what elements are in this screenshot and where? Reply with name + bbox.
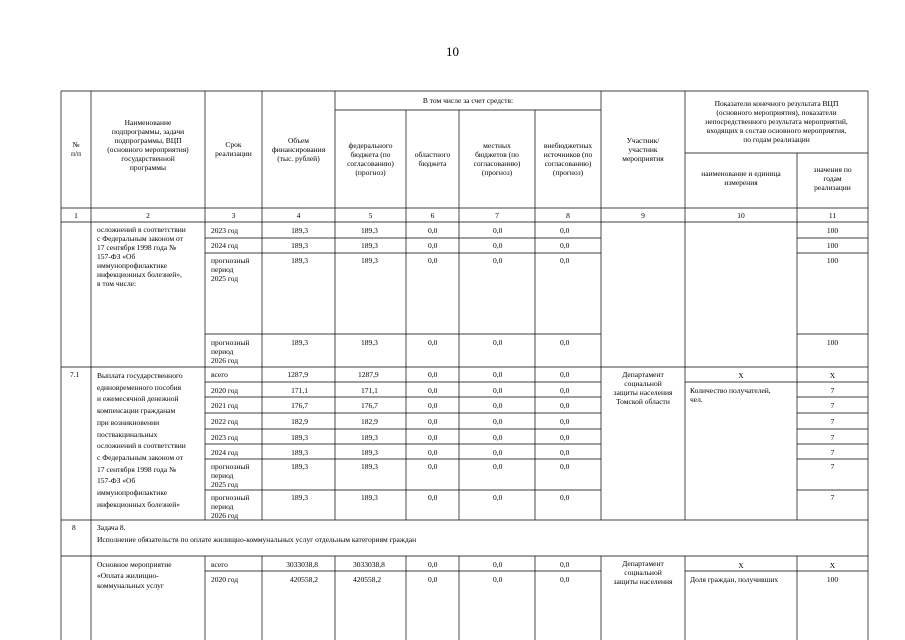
col-num-6: 6 xyxy=(430,211,435,220)
col-num-8: 8 xyxy=(566,211,570,220)
header-federal: федерального бюджета (по согласованию) (прогноз) xyxy=(347,141,394,177)
block2-no: 7.1 xyxy=(70,370,80,379)
header-extra: внебюджетных источников (по согласованию) (прогноз) xyxy=(543,141,593,177)
page-number: 10 xyxy=(446,44,459,59)
block2-x1: X xyxy=(738,371,744,380)
block3-participant: Департамент социальной защиты населения xyxy=(613,559,673,586)
header-local: местных бюджетов (по согласованию) (прогноз) xyxy=(473,141,521,177)
col-num-9: 9 xyxy=(641,211,645,220)
col-num-10: 10 xyxy=(737,211,745,220)
header-ind-value: значения по годам реализации xyxy=(813,165,852,192)
header-regional: областного бюджета xyxy=(414,150,451,168)
block2-participant: Департамент социальной защиты населения Томской области xyxy=(613,370,673,406)
block3-ind-x: X xyxy=(738,561,744,570)
header-indicators: Показатели конечного результата ВЦП (основного мероприятия), показатели непосредственного результата мероприятий, входящих в состав основного мероприятия, по годам реализации xyxy=(705,99,848,144)
header-no: № п/п xyxy=(70,140,82,158)
col-num-11: 11 xyxy=(828,211,837,220)
col-num-5: 5 xyxy=(368,211,373,220)
header-volume: Объем финансирования (тыс. рублей) xyxy=(271,136,326,163)
col-num-3: 3 xyxy=(231,211,236,220)
header-name: Наименование подпрограммы, задачи подпрограммы, ВЦП (основного мероприятия) государственной программы xyxy=(107,118,189,172)
col-num-1: 1 xyxy=(74,211,78,220)
block2-ind-name: Количество получателей, чел. xyxy=(690,386,771,404)
task8-title: Задача 8. xyxy=(97,523,126,532)
header-term: Срок реализации xyxy=(215,140,252,158)
col-num-7: 7 xyxy=(495,211,499,220)
header-sources: В том числе за счет средств: xyxy=(422,96,514,105)
block2-name: Выплата государственного единовременного пособия и ежемесячной денежной компенсации гражданам при возникновении поствакцинальных осложнений в соответствии с Федеральным законом от 17 сентября 1998 года № 157-ФЗ «Об иммунопрофилактике инфекционных болезней» xyxy=(97,371,186,509)
task8-no: 8 xyxy=(72,523,76,532)
header-ind-name: наименование и единица измерения xyxy=(701,169,781,187)
col-num-2: 2 xyxy=(146,211,150,220)
block3-ind-name: Доля граждан, получивших xyxy=(690,575,779,584)
task8-text: Исполнение обязательств по оплате жилищно-коммунальных услуг отдельным категориям граждан xyxy=(97,535,417,544)
header-participant: Участник/ участник мероприятия xyxy=(622,136,664,163)
block3-name: Основное мероприятие «Оплата жилищно- коммунальных услуг xyxy=(97,560,172,590)
col-num-4: 4 xyxy=(296,211,301,220)
block1-name: осложнений в соответствии с Федеральным законом от 17 сентября 1998 года № 157-ФЗ «Об иммунопрофилактике инфекционных болезней», в том числе: xyxy=(97,225,186,288)
